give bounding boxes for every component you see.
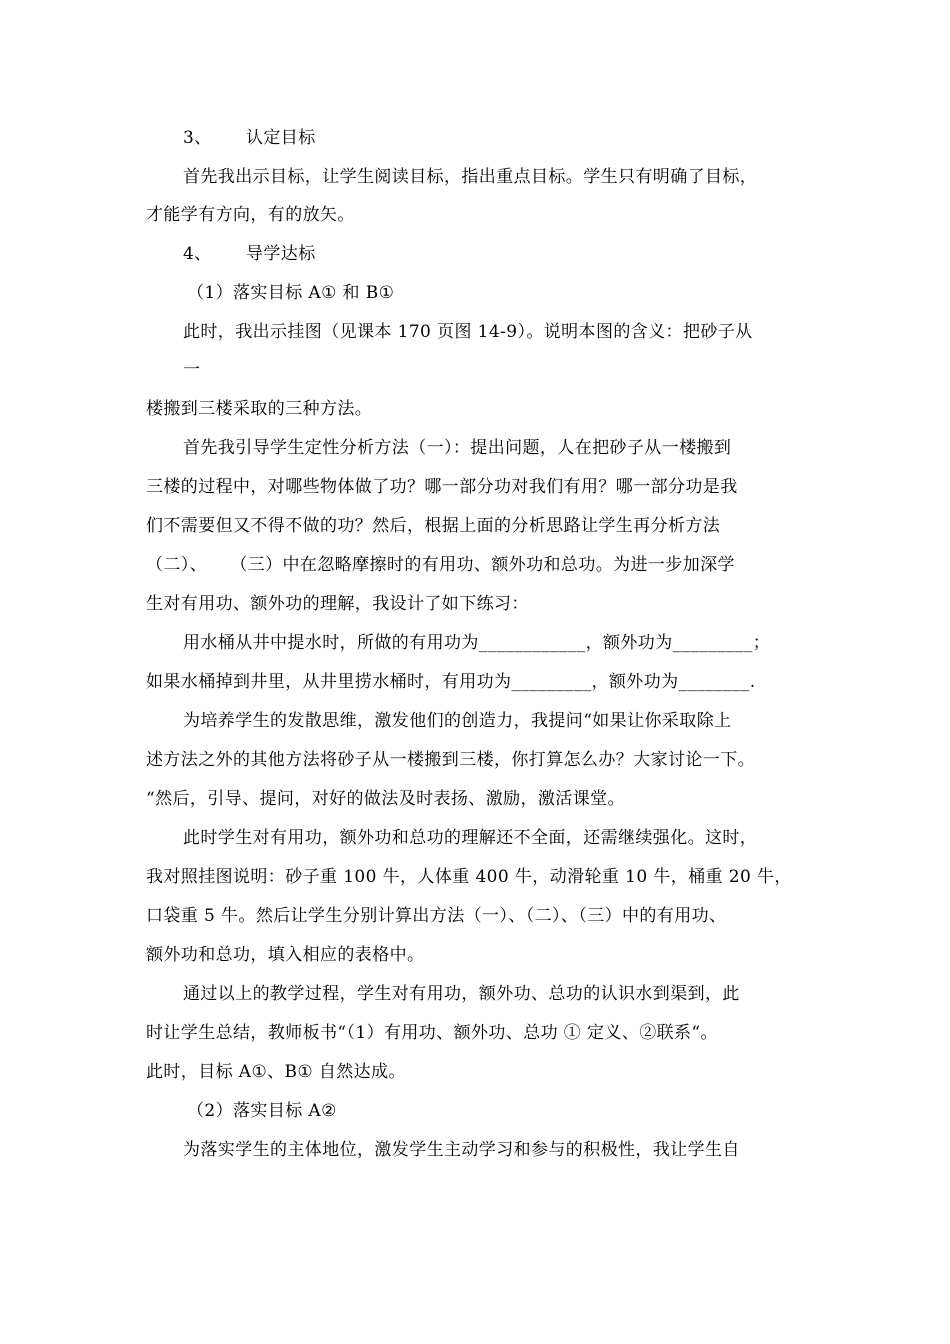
paragraph-line: 额外功和总功，填入相应的表格中。	[146, 945, 425, 965]
paragraph-line: 楼搬到三楼采取的三种方法。	[146, 399, 373, 419]
paragraph-line: 首先我出示目标，让学生阅读目标，指出重点目标。学生只有明确了目标，	[183, 167, 758, 187]
paragraph-line: 生对有用功、额外功的理解，我设计了如下练习：	[146, 594, 529, 614]
paragraph-line: “然后，引导、提问，对好的做法及时表扬、激励，激活课堂。	[146, 789, 625, 809]
exercise-line: 如果水桶掉到井里，从井里捞水桶时，有用功为_________，额外功为________.	[146, 672, 756, 692]
paragraph-line: 口袋重 5 牛。然后让学生分别计算出方法（一）、（二）、（三）中的有用功、	[146, 906, 727, 926]
paragraph-line: （二）、 （三）中在忽略摩擦时的有用功、额外功和总功。为进一步加深学	[146, 555, 735, 575]
paragraph-line: 此时，目标 A①、B① 自然达成。	[146, 1062, 406, 1082]
exercise-line: 用水桶从井中提水时，所做的有用功为____________，额外功为_________；	[183, 633, 771, 653]
section-number-4: 4、	[183, 244, 212, 264]
paragraph-line: 述方法之外的其他方法将砂子从一楼搬到三楼，你打算怎么办？大家讨论一下。	[146, 750, 755, 770]
paragraph-line: 时让学生总结，教师板书“（1）有用功、额外功、总功 ① 定义、②联系“。	[146, 1023, 718, 1043]
paragraph-line: 通过以上的教学过程，学生对有用功，额外功、总功的认识水到渠到，此	[183, 984, 740, 1004]
paragraph-line: 为培养学生的发散思维，激发他们的创造力，我提问“如果让你采取除上	[183, 711, 732, 731]
section-number-3: 3、	[183, 128, 212, 148]
paragraph-line: 一	[183, 360, 201, 380]
subsection-heading: （1）落实目标 A① 和 B①	[187, 283, 395, 303]
subsection-heading: （2）落实目标 A②	[187, 1101, 337, 1121]
paragraph-line: 三楼的过程中，对哪些物体做了功？哪一部分功对我们有用？哪一部分功是我	[146, 477, 738, 497]
section-heading-3: 认定目标	[246, 128, 316, 148]
paragraph-line: 首先我引导学生定性分析方法（一）：提出问题，人在把砂子从一楼搬到	[183, 438, 732, 458]
paragraph-line: 才能学有方向，有的放矢。	[146, 205, 355, 225]
paragraph-line: 为落实学生的主体地位，激发学生主动学习和参与的积极性，我让学生自	[183, 1140, 740, 1160]
paragraph-line: 们不需要但又不得不做的功？然后，根据上面的分析思路让学生再分析方法	[146, 516, 721, 536]
paragraph-line: 此时，我出示挂图（见课本 170 页图 14-9）。说明本图的含义：把砂子从	[183, 322, 753, 342]
section-heading-4: 导学达标	[246, 244, 316, 264]
paragraph-line: 此时学生对有用功，额外功和总功的理解还不全面，还需继续强化。这时，	[183, 828, 758, 848]
paragraph-line: 我对照挂图说明：砂子重 100 牛，人体重 400 牛，动滑轮重 10 牛，桶重 20 牛，	[146, 867, 792, 887]
